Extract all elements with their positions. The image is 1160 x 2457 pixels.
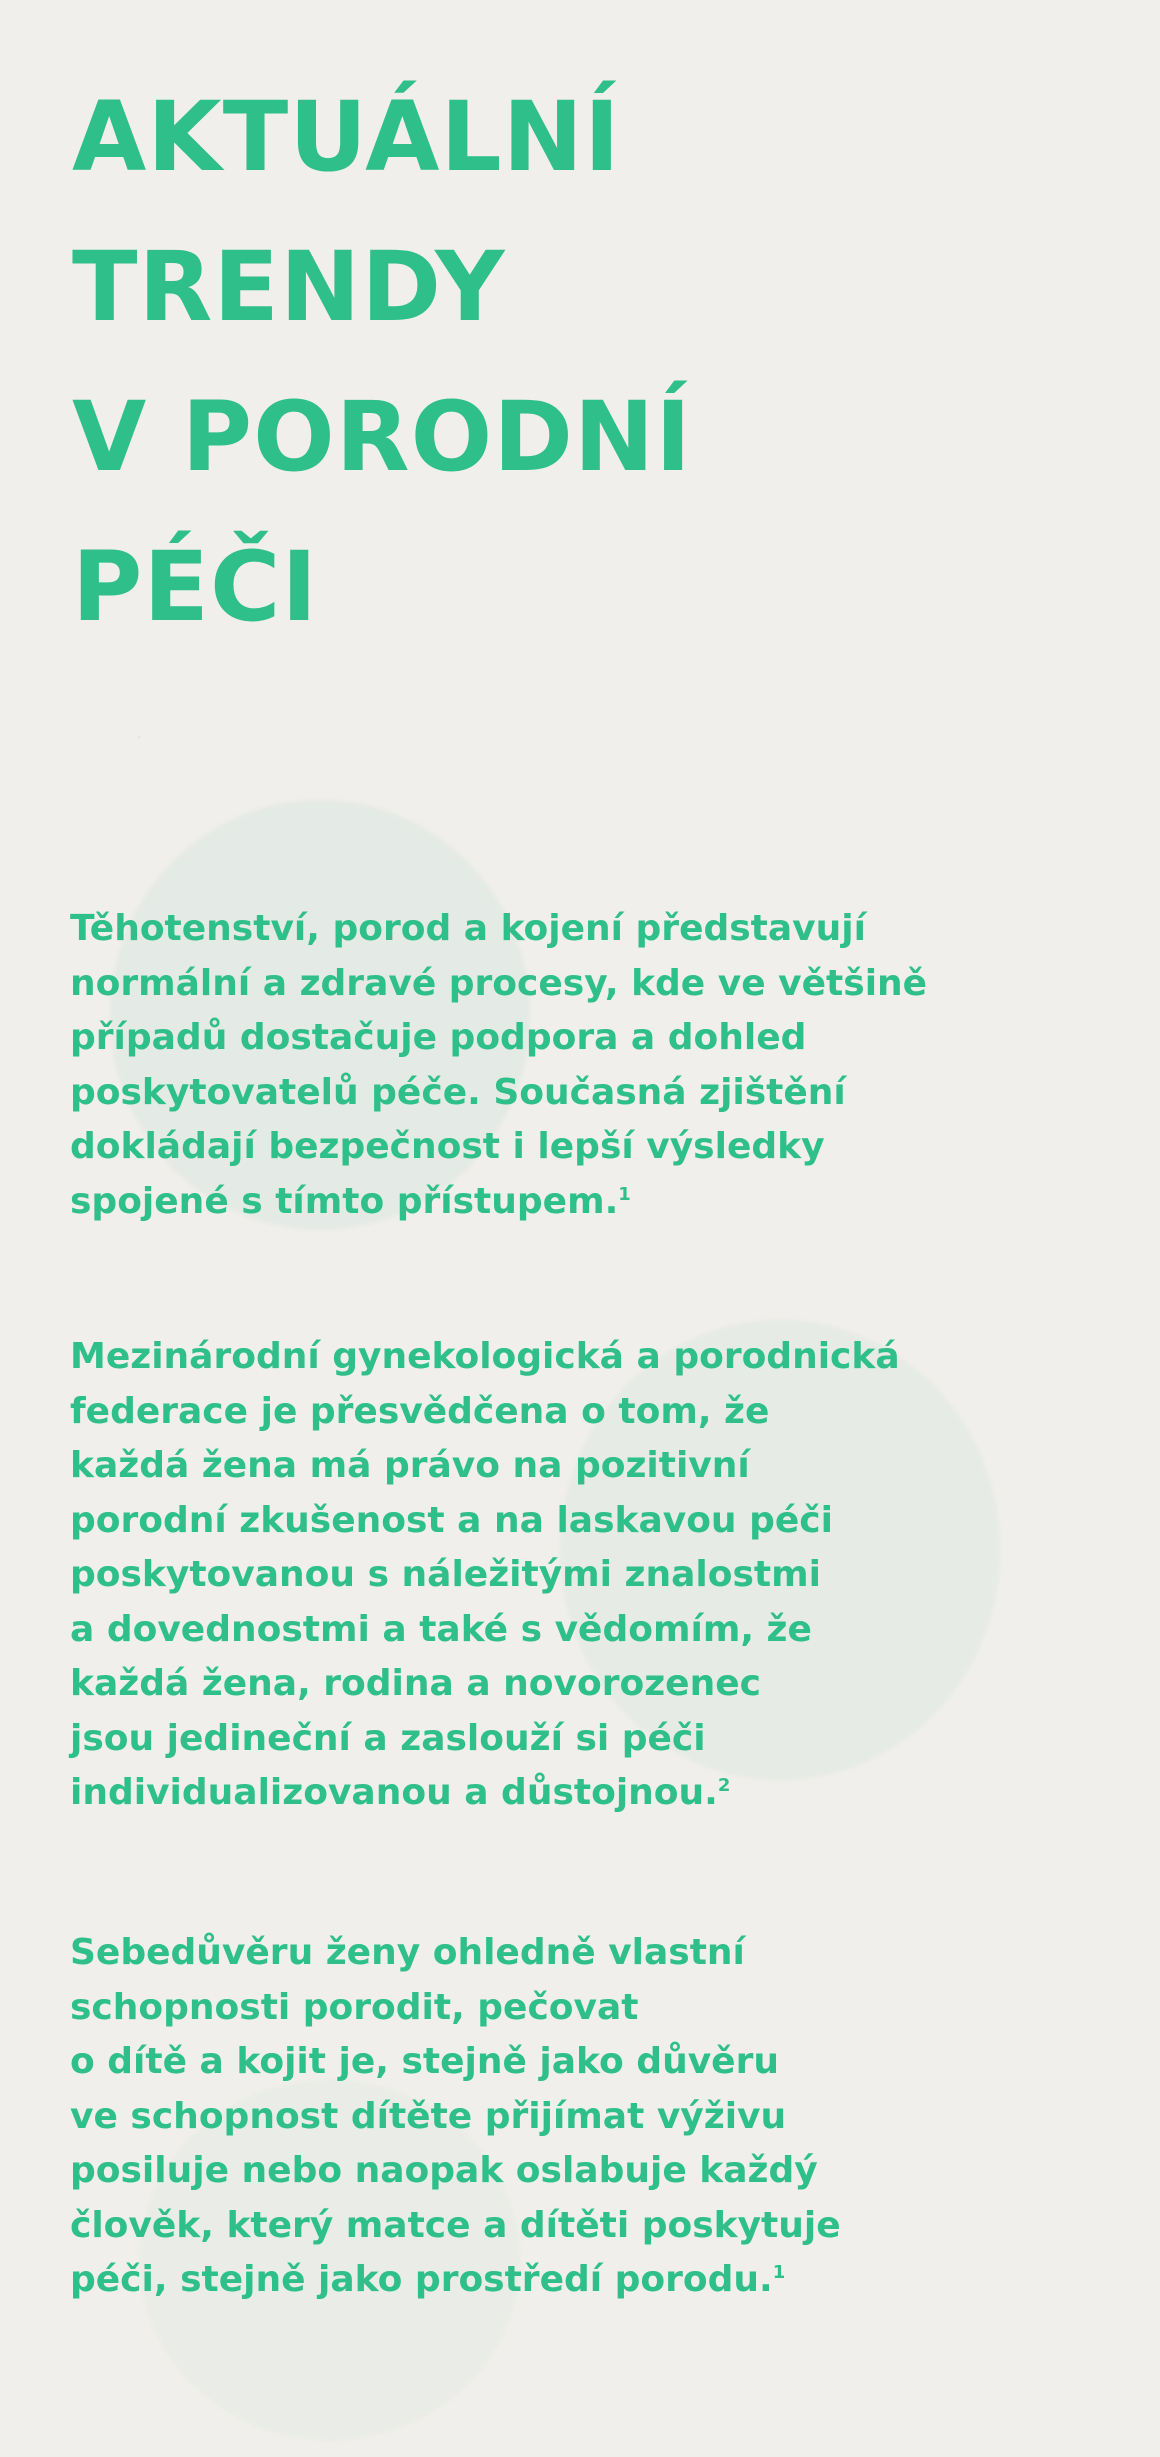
paragraph-line: poskytovanou s náležitými znalostmi [70,1554,821,1595]
paragraph-1 [70,902,1090,1229]
paragraph-line: porodní zkušenost a na laskavou péči [70,1499,833,1541]
paragraph-line: schopnosti porodit, pečovat [70,1986,639,2028]
paragraph-line: ve schopnost dítěte přijímat výživu [70,2095,787,2137]
paragraph-line: jsou jedineční a zaslouží si péči [70,1717,706,1759]
paragraph-3 [70,1926,1090,2308]
paragraph-line: a dovednostmi a také s vědomím, že [70,1608,812,1650]
footnote-marker: 1 [618,1183,631,1205]
paragraph-line: normální a zdravé procesy, kde ve většině [70,962,928,1004]
paragraph-line: dokládají bezpečnost i lepší výsledky [70,1126,825,1167]
paragraph-2 [70,1330,1090,1821]
paragraph-line: Mezinárodní gynekologická a porodnická [70,1336,900,1377]
paragraph-line: federace je přesvědčena o tom, že [70,1390,770,1432]
footnote-marker: 2 [717,1775,731,1796]
paragraph-line: člověk, který matce a dítěti poskytuje [70,2204,841,2246]
paragraph-line: poskytovatelů péče. Současná zjištění [70,1071,846,1113]
paragraph-line-with-footnote [70,2253,1090,2308]
paragraph-line-text: péči, stejně jako prostředí porodu. [70,2259,773,2300]
paragraph-line: posiluje nebo naopak oslabuje každý [70,2150,818,2191]
paragraph-line: o dítě a kojit je, stejně jako důvěru [70,2041,779,2082]
paragraph-line: každá žena má právo na pozitivní [70,1445,750,1486]
title-line: TRENDY [72,231,506,343]
paragraph-line: Sebedůvěru ženy ohledně vlastní [70,1932,745,1973]
paragraph-line: každá žena, rodina a novorozenec [70,1663,761,1704]
footnote-marker: 1 [772,2262,786,2283]
title-line: AKTUÁLNÍ [72,81,621,193]
paragraph-line-text: spojené s tímto přístupem. [70,1180,619,1222]
title-line: PÉČI [72,531,319,643]
paragraph-line-text: individualizovanou a důstojnou. [70,1772,718,1813]
paragraph-line: Těhotenství, porod a kojení představují [70,908,866,949]
paragraph-line-with-footnote [70,1175,1090,1230]
title-line: V PORODNÍ [72,381,692,493]
paragraph-line-with-footnote [70,1766,1090,1821]
paragraph-line: případů dostačuje podpora a dohled [70,1017,807,1058]
page-title [72,62,692,662]
